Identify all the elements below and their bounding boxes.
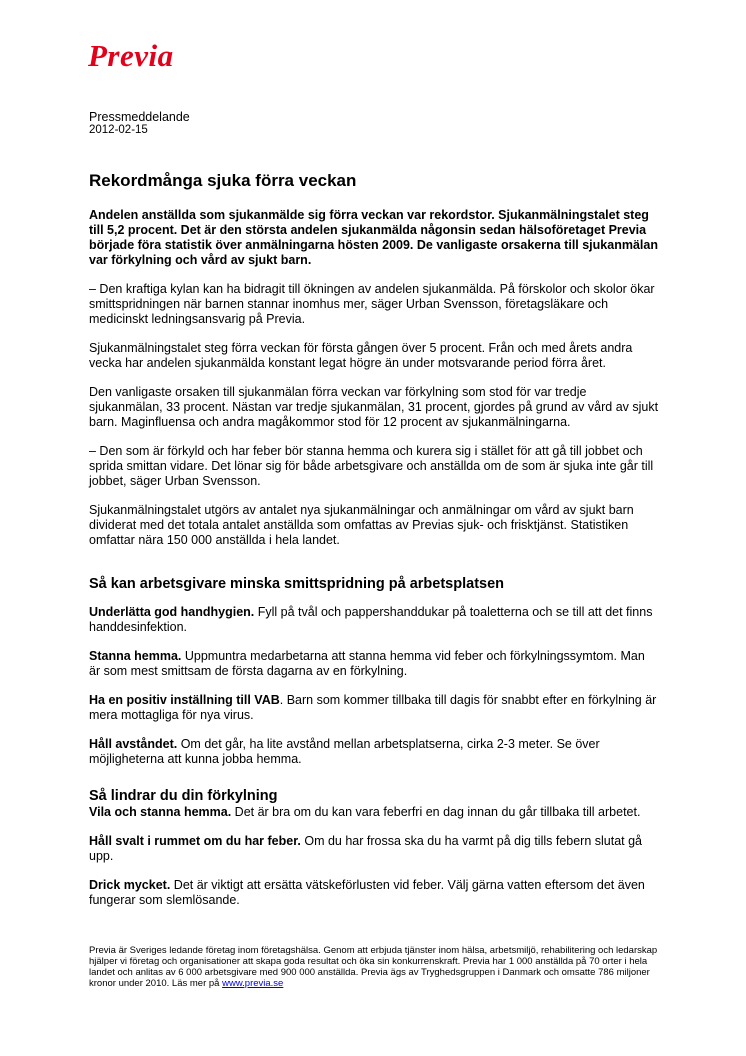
article-paragraph: Sjukanmälningstalet utgörs av antalet nya sjukanmälningar och anmälningar om vård av sjukt barn dividerat med det totala antalet anställda som omfattas av Previas sjuk- och frisktjänst. Statistiken omfattar nära 150 000 anställda i hela landet. <box>89 503 634 547</box>
tip-text: Det är viktigt att ersätta vätskeförlusten vid feber. Välj gärna vatten eftersom det även fungerar som slemlösande. <box>89 878 645 907</box>
tip-title: Stanna hemma. <box>89 649 182 663</box>
tip-text: . Barn som kommer tillbaka till dagis för snabbt efter en förkylning är mera mottagliga för nya virus. <box>89 693 657 722</box>
tip-text: Uppmuntra medarbetarna att stanna hemma vid feber och förkylningssymtom. Man är som mest smittsam de första dagarna av en förkylning. <box>89 649 645 678</box>
tip-text: Om du har frossa ska du ha varmt på dig tills febern slutat gå upp. <box>89 834 643 863</box>
previa-logo: Previa <box>88 38 174 73</box>
article-lead: Andelen anställda som sjukanmälde sig förra veckan var rekordstor. Sjukanmälningstalet steg till 5,2 procent. Det är den största andelen sjukanmälda någonsin sedan hälsoföretaget Previa började föra statistik över anmälningarna hösten 2009. De vanligaste orsakerna till sjukanmälan var förkylning och vård av sjukt barn. <box>89 208 658 267</box>
article-body <box>89 170 659 922</box>
tip-item <box>89 693 659 723</box>
tip-text: Det är bra om du kan vara feberfri en dag innan du går tillbaka till arbetet. <box>231 805 641 819</box>
tip-title: Håll svalt i rummet om du har feber. <box>89 834 301 848</box>
tip-item <box>89 605 659 635</box>
section-heading-cold-relief: Så lindrar du din förkylning <box>89 788 278 804</box>
section-heading-employers: Så kan arbetsgivare minska smittspridning på arbetsplatsen <box>89 576 505 592</box>
tip-text: Fyll på tvål och pappershanddukar på toaletterna och se till att det finns handdesinfektion. <box>89 605 653 634</box>
tip-title: Vila och stanna hemma. <box>89 805 232 819</box>
article-paragraph: Den vanligaste orsaken till sjukanmälan förra veckan var förkylning som stod för var tredje sjukanmälan, 33 procent. Nästan var tredje sjukanmälan, 31 procent, gjordes på grund av vård av sjukt barn. Maginfluensa och andra magåkommor stod för 12 procent av sjukanmälningarna. <box>89 385 659 429</box>
tip-item <box>89 878 659 908</box>
tip-text: Om det går, ha lite avstånd mellan arbetsplatserna, cirka 2-3 meter. Se över möjligheterna att kunna jobba hemma. <box>89 737 600 766</box>
tip-title: Håll avståndet. <box>89 737 178 751</box>
document-date: 2012-02-15 <box>89 124 148 136</box>
article-paragraph: Sjukanmälningstalet steg förra veckan för första gången över 5 procent. Från och med årets andra vecka har andelen sjukanmälda konstant legat högre än under motsvarande period förra året. <box>89 341 633 370</box>
tip-item <box>89 834 659 864</box>
tip-title: Drick mycket. <box>89 878 171 892</box>
website-link[interactable]: www.previa.se <box>222 978 284 989</box>
article-paragraph: – Den som är förkyld och har feber bör stanna hemma och kurera sig i stället för att gå till jobbet och sprida smittan vidare. Det lönar sig för både arbetsgivare och anställda om de som är sjuka inte går till jobbet, säger Urban Svensson. <box>89 444 654 488</box>
tip-item <box>89 805 659 820</box>
article-paragraph: – Den kraftiga kylan kan ha bidragit till ökningen av andelen sjukanmälda. På förskolor och skolor ökar smittspridningen när barnen stannar inomhus mer, säger Urban Svensson, företagsläkare och medicinskt ledningsansvarig på Previa. <box>89 282 655 326</box>
tip-title: Ha en positiv inställning till VAB <box>89 693 280 707</box>
article-title: Rekordmånga sjuka förra veckan <box>89 171 357 190</box>
footer-text: Previa är Sveriges ledande företag inom företagshälsa. Genom att erbjuda tjänster inom hälsa, arbetsmiljö, rehabilitering och ledarskap hjälper vi företag och organisationer att skapa goda resultat och öka sin konkurrenskraft. Previa har 1 000 anställda på 70 orter i hela landet och anlitas av 6 000 arbetsgivare med 900 000 anställda. Previa ägs av Tryghedsgruppen i Danmark och omsatte 786 miljoner kronor under 2010. Läs mer på <box>89 945 658 989</box>
tip-item <box>89 649 659 679</box>
document-type: Pressmeddelande <box>89 110 190 124</box>
tip-title: Underlätta god handhygien. <box>89 605 255 619</box>
company-footer <box>89 945 664 989</box>
tip-item <box>89 737 659 767</box>
